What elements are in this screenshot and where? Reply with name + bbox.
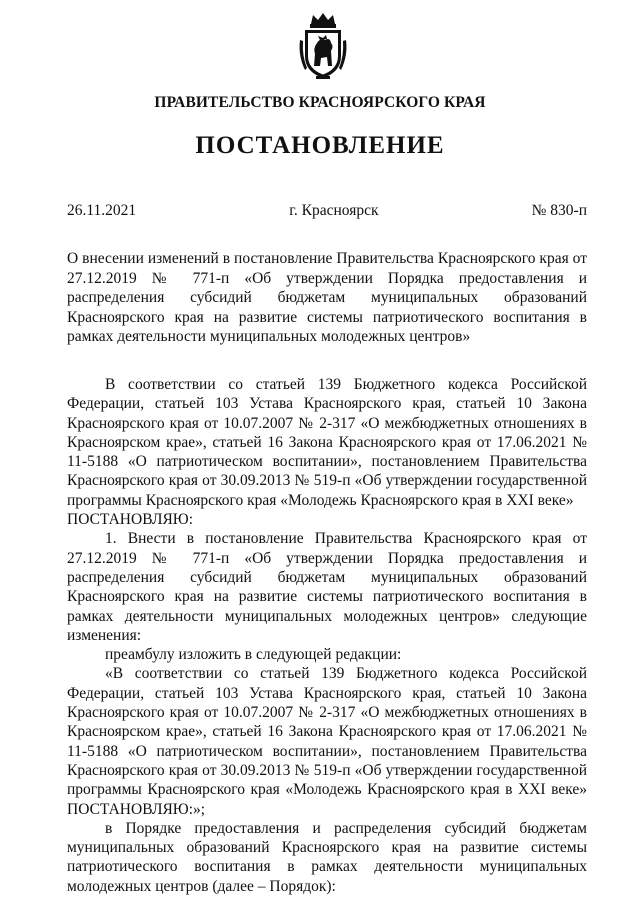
decree-word: ПОСТАНОВЛЯЮ:: [67, 511, 194, 529]
new-preamble-paragraph: «В соответствии со статьей 139 Бюджетного кодекса Российской Федерации, статьей 103 Устава Красноярского края, статьей 10 Закона Красноярского края от 10.07.2007 № 2-317 «О межбюджетных отношениях в Красноярском крае», статьей 16 Закона Красноярского края от 17.06.2021 № 11-5188 «О патриотическом воспитании», постановлением Правительства Красноярского края от 30.09.2013 № 519-п «Об утверждении государственной программы Красноярского края «Молодежь Красноярского края в XXI веке» ПОСТАНОВЛЯЮ:»;: [67, 665, 587, 818]
document-subject: О внесении изменений в постановление Правительства Красноярского края от 27.12.2019 № 771-п «Об утверждении Порядка предоставления и распределения субсидий бюджетам муниципальных образований Красноярского края на развитие системы патриотического воспитания в рамках деятельности муниципальных молодежных центров»: [67, 250, 587, 346]
document-date: 26.11.2021: [67, 202, 137, 219]
procedure-change-paragraph: в Порядке предоставления и распределения субсидий бюджетам муниципальных образований Красноярского края на развитие системы патриотического воспитания в рамках деятельности муниципальных молодежных центров (далее – Порядок):: [67, 819, 587, 895]
preamble-paragraph: В соответствии со статьей 139 Бюджетного кодекса Российской Федерации, статьей 103 Устава Красноярского края, статьей 10 Закона Красноярского края от 10.07.2007 № 2-317 «О межбюджетных отношениях в Красноярском крае», статьей 16 Закона Красноярского края от 17.06.2021 № 11-5188 «О патриотическом воспитании», постановлением Правительства Красноярского края от 30.09.2013 № 519-п «Об утверждении государственной программы Красноярского края «Молодежь Красноярского края в XXI веке»: [67, 376, 587, 509]
document-type: ПОСТАНОВЛЕНИЕ: [195, 132, 445, 159]
document-body: [67, 375, 587, 896]
document-city: г. Красноярск: [289, 202, 379, 219]
government-title: ПРАВИТЕЛЬСТВО КРАСНОЯРСКОГО КРАЯ: [154, 94, 486, 111]
document-meta: [67, 202, 587, 220]
document-number: № 830-п: [531, 202, 587, 219]
item-1-paragraph: 1. Внести в постановление Правительства Красноярского края от 27.12.2019 № 771-п «Об утверждении Порядка предоставления и распределения субсидий бюджетам муниципальных образований Красноярского края на развитие системы патриотического воспитания в рамках деятельности муниципальных молодежных центров» следующие изменения:: [67, 530, 587, 644]
preamble-change-paragraph: преамбулу изложить в следующей редакции:: [105, 646, 402, 664]
krasnoyarsk-coat-of-arms-icon: [296, 10, 350, 82]
